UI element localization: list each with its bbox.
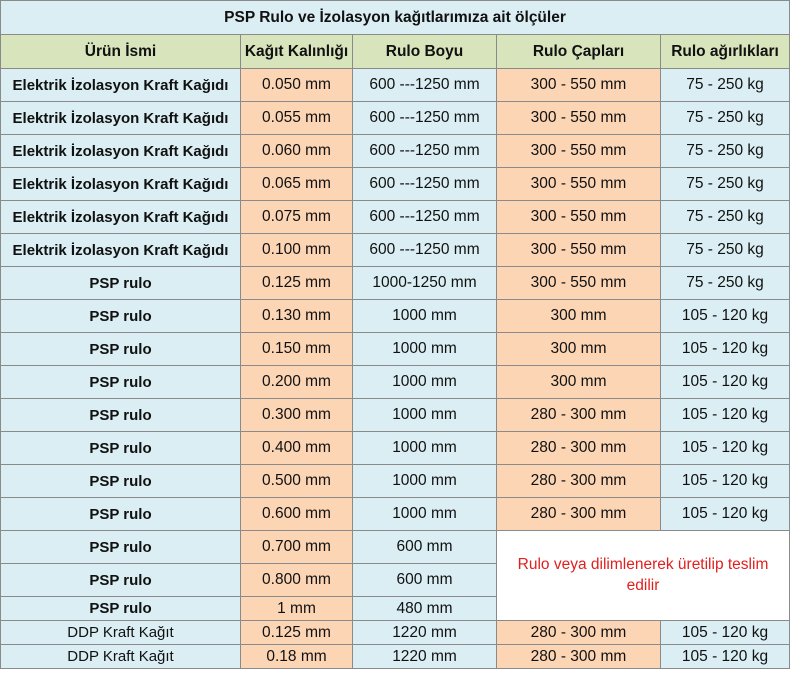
product-name-cell: PSP rulo — [1, 333, 241, 366]
roll-length-cell: 600 ---1250 mm — [353, 201, 497, 234]
product-name-cell: PSP rulo — [1, 498, 241, 531]
header-paper-thickness: Kağıt Kalınlığı — [241, 35, 353, 69]
roll-weight-cell: 105 - 120 kg — [661, 366, 790, 399]
roll-length-cell: 1000 mm — [353, 465, 497, 498]
product-name-cell: PSP rulo — [1, 531, 241, 564]
roll-diameter-cell: 300 - 550 mm — [497, 135, 661, 168]
header-roll-weight: Rulo ağırlıkları — [661, 35, 790, 69]
thickness-cell: 0.18 mm — [241, 645, 353, 669]
roll-diameter-cell: 300 mm — [497, 366, 661, 399]
thickness-cell: 0.400 mm — [241, 432, 353, 465]
thickness-cell: 0.600 mm — [241, 498, 353, 531]
header-row — [1, 35, 790, 69]
roll-diameter-cell: 300 - 550 mm — [497, 102, 661, 135]
roll-length-cell: 1000 mm — [353, 498, 497, 531]
roll-weight-cell: 75 - 250 kg — [661, 135, 790, 168]
product-name-cell: PSP rulo — [1, 267, 241, 300]
table-body — [1, 69, 790, 669]
table-row — [1, 267, 790, 300]
roll-length-cell: 600 ---1250 mm — [353, 69, 497, 102]
roll-weight-cell: 105 - 120 kg — [661, 399, 790, 432]
roll-diameter-cell: 300 - 550 mm — [497, 168, 661, 201]
roll-length-cell: 600 ---1250 mm — [353, 168, 497, 201]
thickness-cell: 0.500 mm — [241, 465, 353, 498]
roll-length-cell: 1000 mm — [353, 333, 497, 366]
table-row — [1, 69, 790, 102]
thickness-cell: 0.200 mm — [241, 366, 353, 399]
thickness-cell: 0.150 mm — [241, 333, 353, 366]
table-row — [1, 201, 790, 234]
roll-length-cell: 1000 mm — [353, 366, 497, 399]
thickness-cell: 0.060 mm — [241, 135, 353, 168]
thickness-cell: 0.075 mm — [241, 201, 353, 234]
roll-weight-cell: 75 - 250 kg — [661, 267, 790, 300]
product-name-cell: PSP rulo — [1, 564, 241, 597]
product-name-cell: PSP rulo — [1, 465, 241, 498]
roll-length-cell: 1000 mm — [353, 432, 497, 465]
product-name-cell: Elektrik İzolasyon Kraft Kağıdı — [1, 168, 241, 201]
product-name-cell: Elektrik İzolasyon Kraft Kağıdı — [1, 102, 241, 135]
roll-length-cell: 600 mm — [353, 564, 497, 597]
product-name-cell: DDP Kraft Kağıt — [1, 645, 241, 669]
roll-length-cell: 1220 mm — [353, 645, 497, 669]
product-name-cell: PSP rulo — [1, 597, 241, 621]
product-name-cell: Elektrik İzolasyon Kraft Kağıdı — [1, 234, 241, 267]
product-name-cell: PSP rulo — [1, 432, 241, 465]
roll-length-cell: 600 mm — [353, 531, 497, 564]
thickness-cell: 0.125 mm — [241, 621, 353, 645]
roll-weight-cell: 105 - 120 kg — [661, 333, 790, 366]
table-row — [1, 366, 790, 399]
roll-weight-cell: 75 - 250 kg — [661, 234, 790, 267]
roll-weight-cell: 105 - 120 kg — [661, 432, 790, 465]
roll-diameter-cell: 300 - 550 mm — [497, 201, 661, 234]
roll-diameter-cell: 280 - 300 mm — [497, 399, 661, 432]
product-name-cell: PSP rulo — [1, 399, 241, 432]
thickness-cell: 0.065 mm — [241, 168, 353, 201]
roll-weight-cell: 105 - 120 kg — [661, 498, 790, 531]
header-roll-length: Rulo Boyu — [353, 35, 497, 69]
table-row — [1, 645, 790, 669]
roll-length-cell: 1000-1250 mm — [353, 267, 497, 300]
thickness-cell: 0.300 mm — [241, 399, 353, 432]
roll-length-cell: 1000 mm — [353, 399, 497, 432]
table-row — [1, 465, 790, 498]
product-name-cell: PSP rulo — [1, 366, 241, 399]
roll-weight-cell: 105 - 120 kg — [661, 621, 790, 645]
roll-diameter-cell: 280 - 300 mm — [497, 621, 661, 645]
thickness-cell: 0.130 mm — [241, 300, 353, 333]
delivery-note: Rulo veya dilimlenerek üretilip teslim edilir — [497, 531, 790, 621]
roll-length-cell: 480 mm — [353, 597, 497, 621]
product-name-cell: Elektrik İzolasyon Kraft Kağıdı — [1, 69, 241, 102]
table-row — [1, 300, 790, 333]
roll-length-cell: 1220 mm — [353, 621, 497, 645]
roll-length-cell: 600 ---1250 mm — [353, 102, 497, 135]
table-row — [1, 531, 790, 564]
roll-diameter-cell: 300 mm — [497, 333, 661, 366]
table-row — [1, 498, 790, 531]
roll-weight-cell: 105 - 120 kg — [661, 300, 790, 333]
header-product-name: Ürün İsmi — [1, 35, 241, 69]
roll-diameter-cell: 300 mm — [497, 300, 661, 333]
table-row — [1, 102, 790, 135]
table-row — [1, 399, 790, 432]
roll-diameter-cell: 300 - 550 mm — [497, 69, 661, 102]
product-name-cell: DDP Kraft Kağıt — [1, 621, 241, 645]
thickness-cell: 0.055 mm — [241, 102, 353, 135]
thickness-cell: 0.100 mm — [241, 234, 353, 267]
roll-length-cell: 600 ---1250 mm — [353, 234, 497, 267]
roll-diameter-cell: 280 - 300 mm — [497, 432, 661, 465]
table-row — [1, 234, 790, 267]
table-row — [1, 135, 790, 168]
roll-diameter-cell: 300 - 550 mm — [497, 234, 661, 267]
thickness-cell: 0.700 mm — [241, 531, 353, 564]
roll-weight-cell: 105 - 120 kg — [661, 645, 790, 669]
roll-diameter-cell: 280 - 300 mm — [497, 645, 661, 669]
thickness-cell: 0.800 mm — [241, 564, 353, 597]
table-row — [1, 432, 790, 465]
product-name-cell: Elektrik İzolasyon Kraft Kağıdı — [1, 135, 241, 168]
roll-weight-cell: 75 - 250 kg — [661, 201, 790, 234]
roll-weight-cell: 105 - 120 kg — [661, 465, 790, 498]
header-roll-diameter: Rulo Çapları — [497, 35, 661, 69]
thickness-cell: 0.050 mm — [241, 69, 353, 102]
roll-weight-cell: 75 - 250 kg — [661, 69, 790, 102]
roll-diameter-cell: 300 - 550 mm — [497, 267, 661, 300]
roll-diameter-cell: 280 - 300 mm — [497, 465, 661, 498]
table-row — [1, 168, 790, 201]
roll-diameter-cell: 280 - 300 mm — [497, 498, 661, 531]
table-row — [1, 333, 790, 366]
roll-weight-cell: 75 - 250 kg — [661, 168, 790, 201]
product-name-cell: Elektrik İzolasyon Kraft Kağıdı — [1, 201, 241, 234]
table-title: PSP Rulo ve İzolasyon kağıtlarımıza ait ölçüler — [1, 1, 790, 35]
roll-weight-cell: 75 - 250 kg — [661, 102, 790, 135]
thickness-cell: 1 mm — [241, 597, 353, 621]
table-row — [1, 621, 790, 645]
thickness-cell: 0.125 mm — [241, 267, 353, 300]
product-name-cell: PSP rulo — [1, 300, 241, 333]
roll-length-cell: 1000 mm — [353, 300, 497, 333]
roll-length-cell: 600 ---1250 mm — [353, 135, 497, 168]
